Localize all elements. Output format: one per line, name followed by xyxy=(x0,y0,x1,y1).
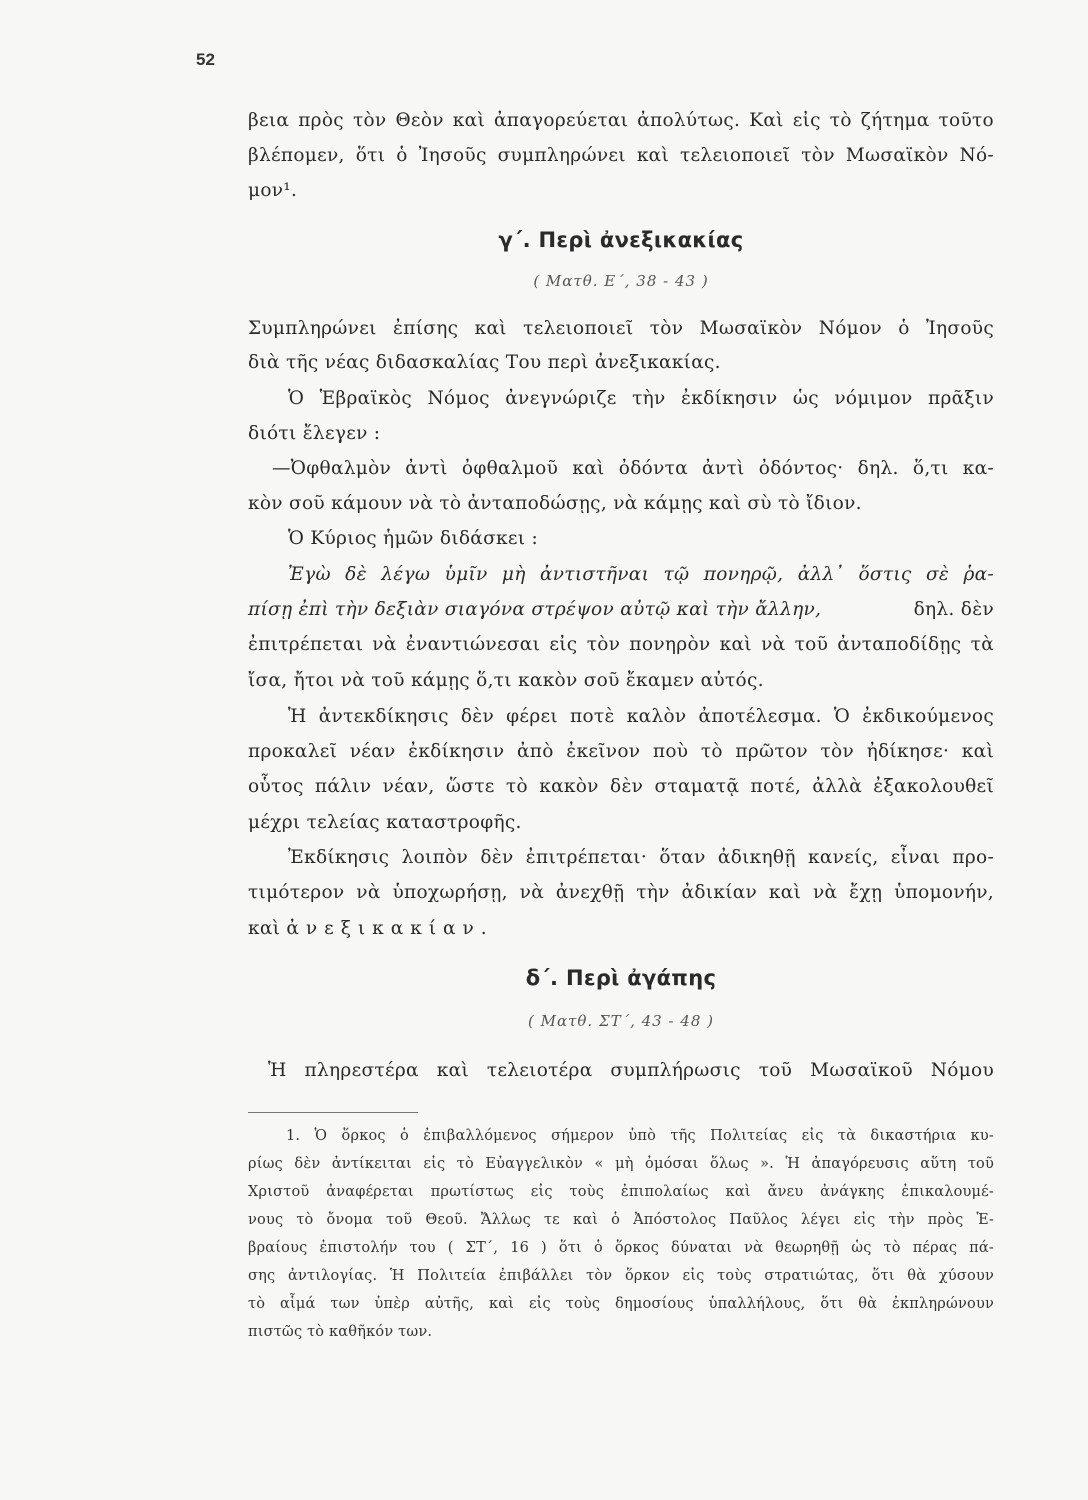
body-line: Ὁ Κύριος ἡμῶν διδάσκει : xyxy=(288,528,539,549)
body-line: μον¹. xyxy=(248,180,298,201)
body-text: καὶ xyxy=(248,918,281,939)
body-line: προκαλεῖ νέαν ἐκδίκησιν ἀπὸ ἐκεῖνον ποὺ τὸ πρῶτον τὸν ἠδίκησε· καὶ xyxy=(248,741,994,762)
body-text: δηλ. δὲν xyxy=(913,599,994,620)
section-heading: γ΄. Περὶ ἀνεξικακίας xyxy=(498,228,744,252)
scripture-quote: πίσῃ ἐπὶ τὴν δεξιὰν σιαγόνα στρέψον αὐτῷ καὶ τὴν ἄλλην, xyxy=(248,599,822,620)
body-line: μέχρι τελείας καταστροφῆς. xyxy=(248,812,522,833)
body-line: διὰ τῆς νέας διδασκαλίας Του περὶ ἀνεξικακίας. xyxy=(248,352,721,373)
footnote-line: Χριστοῦ ἀναφέρεται πρωτίστως εἰς τοὺς ἐπιπολαίως καὶ ἄνευ ἀνάγκης ἐπικαλουμέ- xyxy=(248,1184,994,1200)
body-line: βλέπομεν, ὅτι ὁ Ἰησοῦς συμπληρώνει καὶ τελειοποιεῖ τὸν Μωσαϊκὸν Νό- xyxy=(248,145,994,166)
body-line: ἴσα, ἤτοι νὰ τοῦ κάμῃς ὅ,τι κακὸν σοῦ ἔκαμεν αὐτός. xyxy=(248,670,764,691)
body-line: Ἡ πληρεστέρα καὶ τελειοτέρα συμπλήρωσις τοῦ Μωσαϊκοῦ Νόμου xyxy=(268,1060,994,1081)
body-line: —Ὀφθαλμὸν ἀντὶ ὀφθαλμοῦ καὶ ὀδόντα ἀντὶ ὀδόντος· δηλ. ὅ,τι κα- xyxy=(272,458,994,479)
body-line: διότι ἔλεγεν : xyxy=(248,423,381,444)
body-line: Ἡ ἀντεκδίκησις δὲν φέρει ποτὲ καλὸν ἀποτέλεσμα. Ὁ ἐκδικούμενος xyxy=(288,706,994,727)
page-number: 52 xyxy=(196,50,215,69)
footnote-line: 1. Ὁ ὅρκος ὁ ἐπιβαλλόμενος σήμερον ὑπὸ τῆς Πολιτείας εἰς τὰ δικαστήρια κυ- xyxy=(286,1128,994,1144)
footnote-line: πιστῶς τὸ καθῆκόν των. xyxy=(248,1324,433,1340)
scripture-reference: ( Ματθ. ΣΤ΄, 43 - 48 ) xyxy=(527,1012,715,1030)
body-line: Ὁ Ἑβραϊκὸς Νόμος ἀνεγνώριζε τὴν ἐκδίκησιν ὡς νόμιμον πρᾶξιν xyxy=(288,388,994,409)
emphasized-word: ἀνεξικακίαν. xyxy=(286,918,494,939)
footnote-rule xyxy=(248,1112,418,1113)
body-line: Συμπληρώνει ἐπίσης καὶ τελειοποιεῖ τὸν Μωσαϊκὸν Νόμον ὁ Ἰησοῦς xyxy=(248,318,994,339)
body-line: βεια πρὸς τὸν Θεὸν καὶ ἀπαγορεύεται ἀπολύτως. Καὶ εἰς τὸ ζήτημα τοῦτο xyxy=(248,110,994,131)
footnote-line: νους τὸ ὄνομα τοῦ Θεοῦ. Ἄλλως τε καὶ ὁ Ἀπόστολος Παῦλος λέγει εἰς τὴν πρὸς Ἑ- xyxy=(248,1212,994,1228)
body-line: ἐπιτρέπεται νὰ ἐναντιώνεσαι εἰς τὸν πονηρὸν καὶ νὰ τοῦ ἀνταποδίδῃς τὰ xyxy=(248,634,994,655)
footnote-line: ρίως δὲν ἀντίκειται εἰς τὸ Εὐαγγελικὸν « μὴ ὀμόσαι ὅλως ». Ἡ ἀπαγόρευσις αὕτη τοῦ xyxy=(248,1156,994,1172)
footnote-line: βραίους ἐπιστολήν του ( ΣΤ΄, 16 ) ὅτι ὁ ὅρκος δύναται νὰ θεωρηθῇ ὡς τὸ πέρας πά- xyxy=(248,1240,994,1256)
footnote-line: τὸ αἷμά των ὑπὲρ αὐτῆς, καὶ εἰς τοὺς δημοσίους ὑπαλλήλους, ὅτι θὰ ἐκπληρώνουν xyxy=(248,1296,994,1312)
body-line: τιμότερον νὰ ὑποχωρήσῃ, νὰ ἀνεχθῇ τὴν ἀδικίαν καὶ νὰ ἔχῃ ὑπομονήν, xyxy=(248,882,994,903)
body-line: Ἐκδίκησις λοιπὸν δὲν ἐπιτρέπεται· ὅταν ἀδικηθῇ κανείς, εἶναι προ- xyxy=(288,847,994,868)
body-line: κὸν σοῦ κάμουν νὰ τὸ ἀνταποδώσῃς, νὰ κάμῃς καὶ σὺ τὸ ἴδιον. xyxy=(248,493,862,514)
section-heading: δ΄. Περὶ ἀγάπης xyxy=(525,966,717,990)
body-line xyxy=(248,918,494,939)
footnote-line: σης ἀντιλογίας. Ἡ Πολιτεία ἐπιβάλλει τὸν ὅρκον εἰς τοὺς στρατιώτας, ὅτι θὰ χύσουν xyxy=(248,1268,994,1284)
scripture-quote: Ἐγὼ δὲ λέγω ὑμῖν μὴ ἀντιστῆναι τῷ πονηρῷ, ἀλλ᾽ ὅστις σὲ ῥα- xyxy=(288,564,994,585)
scripture-reference: ( Ματθ. Ε΄, 38 - 43 ) xyxy=(533,272,709,290)
body-line: οὗτος πάλιν νέαν, ὥστε τὸ κακὸν δὲν σταματᾷ ποτέ, ἀλλὰ ἐξακολουθεῖ xyxy=(248,776,994,797)
body-line xyxy=(248,599,994,620)
